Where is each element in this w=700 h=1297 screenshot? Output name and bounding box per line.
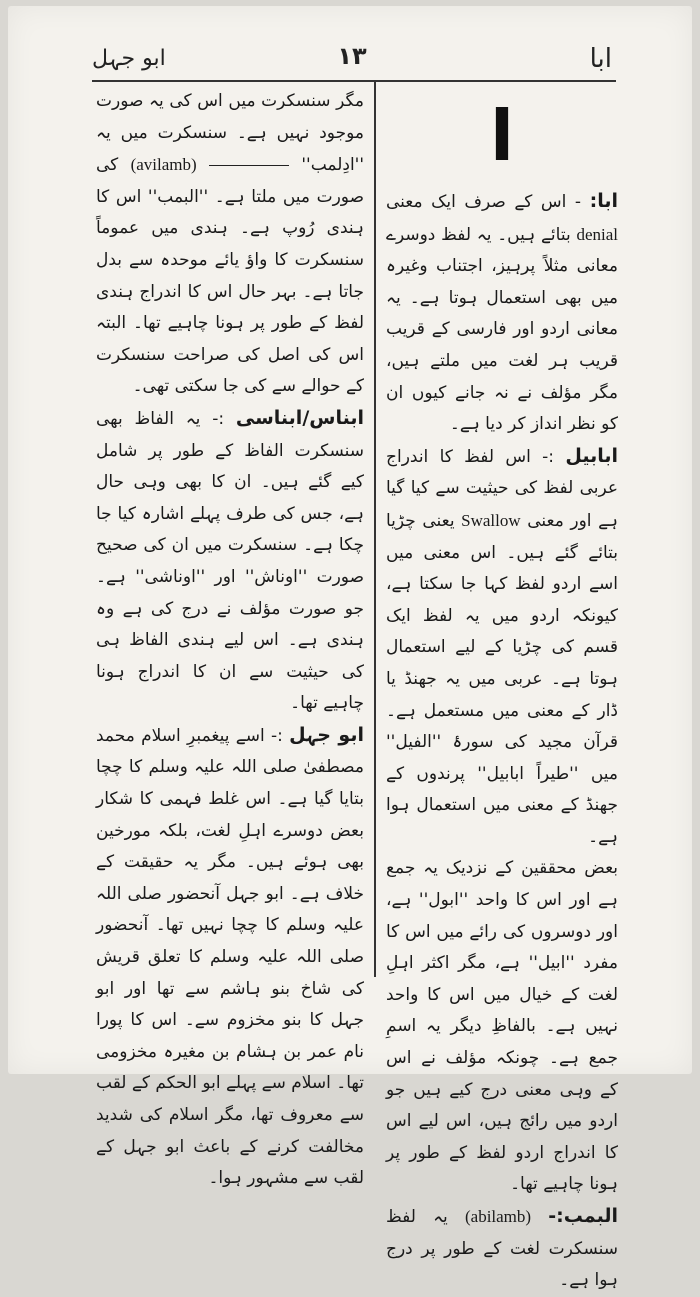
headword: ابا: <box>589 190 618 212</box>
right-column <box>386 86 618 1297</box>
entry-text: :- یہ الفاظ بھی سنسکرت الفاظ کے طور پر شامل کیے گئے ہیں۔ ان کا بھی وہی حال ہے، جس کی طرف پہلے اشارہ کیا جا چکا ہے۔ سنسکرت میں ان کی صحیح صورت ''اوناش'' اور ''اوناشی'' ہے۔ جو صورت مؤلف نے درج کی ہے وہ ہندی ہے۔ اس لیے ہندی الفاظ ہی کی حیثیت سے ان کا اندراج ہونا چاہیے تھا۔ <box>96 408 364 714</box>
headword: ابناس/ابناسی <box>235 406 365 429</box>
entry-text: مگر سنسکرت میں اس کی یہ صورت موجود نہیں ہے۔ سنسکرت میں یہ ''ادِلمب'' <box>96 91 365 176</box>
column-divider <box>374 82 376 977</box>
entry-text: بتائے ہیں۔ یہ لفظ دوسرے معانی مثلاً پرہیز، اجتناب وغیرہ میں بھی استعمال ہوتا ہے۔ یہ معانی اردو اور فارسی کے قریب قریب ہر لغت میں ملتے ہیں، مگر مؤلف نے نہ جانے کیوں ان کو نظر انداز کر دیا ہے۔ <box>386 224 618 435</box>
dash-rule <box>209 165 289 166</box>
running-head-right: ابا <box>589 44 612 74</box>
entry-text: - اس کے صرف ایک معنی <box>386 192 582 212</box>
entry-text: یہ لفظ سنسکرت لغت کے طور پر درج ہوا ہے۔ <box>386 1207 618 1291</box>
entry-abujahl <box>96 720 364 1195</box>
entry-text: یعنی چڑیا بتائے گئے ہیں۔ اس معنی میں اسے اردو لفظ کہا جا سکتا ہے، کیونکہ اردو میں یہ لفظ ایک قسم کی چڑیا کے لیے استعمال ہوتا ہے۔ عربی میں یہ جھنڈ یا ڈار کے معنی میں مستعمل ہے۔ قرآن مجید کی سورۂ ''الفیل'' میں ''طیراً ابابیل'' پرندوں کے جھنڈ کے معنی میں استعمال ہوا ہے۔ <box>386 510 618 847</box>
entry-aba <box>386 186 618 441</box>
headword: ابو جہل <box>289 723 364 746</box>
latin-term: Swallow <box>461 510 521 530</box>
section-letter: ا <box>490 95 514 177</box>
entry-alamb-continued <box>96 86 364 403</box>
entry-alamb <box>386 1201 618 1297</box>
headword: ابابیل <box>565 444 618 467</box>
entry-text: :- اس لفظ کا اندراج عربی لفظ کی حیثیت سے کیا گیا ہے اور معنی <box>386 446 619 531</box>
entry-text: :- اسے پیغمبرِ اسلام محمد مصطفیٰ صلی اللہ علیہ وسلم کا چچا بتایا گیا ہے۔ اس غلط فہمی کا شکار بعض دوسرے اہلِ لغت، بلکہ مورخین بھی ہوئے ہیں۔ مگر یہ حقیقت کے خلاف ہے۔ ابو جہل آنحضور صلی اللہ علیہ وسلم کا چچا نہیں تھا۔ آنحضور صلی اللہ علیہ وسلم کا تعلق قریش کی شاخ بنو ہاشم سے تھا اور ابو جہل کا بنو مخزوم سے۔ اس کا پورا نام عمر بن ہشام بن مغیرہ مخزومی تھا۔ اسلام سے پہلے ابو الحکم کے لقب سے معروف تھا، مگر اسلام کی شدید مخالفت کرنے کے باعث ابو جہل کے لقب سے مشہور ہوا۔ <box>96 725 364 1189</box>
page-number: ۱۳ <box>337 42 367 70</box>
running-head-left: ابو جہل <box>92 46 166 71</box>
entry-abnas <box>96 403 364 720</box>
latin-term: (abilamb) <box>464 1207 532 1226</box>
latin-term: (avilamb) <box>130 155 197 175</box>
entry-ababeel-note: بعض محققین کے نزدیک یہ جمع ہے اور اس کا واحد ''ابول'' ہے، اور دوسروں کی رائے میں اس کا مفرد ''ابیل'' ہے، مگر اکثر اہلِ لغت کے خیال میں اس کا واحد نہیں ہے۔ بالفاظِ دیگر یہ اسمِ جمع ہے۔ چونکہ مؤلف نے اس کے وہی معنی درج کیے ہیں جو اردو میں رائج ہیں، اس لیے اس کا اندراج اردو لفظ کے طور پر ہونا چاہیے تھا۔ <box>386 858 618 1195</box>
latin-term: denial <box>576 224 618 244</box>
entry-text: کی صورت میں ملتا ہے۔ ''البمب'' اس کا ہندی رُوپ ہے۔ ہندی میں عموماً سنسکرت کا واؤ یائے موحدہ سے بدل جاتا ہے۔ بہر حال اس کا اندراج ہندی لفظ کے طور پر ہونا چاہیے تھا۔ البتہ اس کی اصل کی صراحت سنسکرت کے حوالے سے کی جا سکتی تھی۔ <box>96 155 364 397</box>
left-column <box>96 86 364 1195</box>
page-header <box>92 40 612 80</box>
headword: البمب:- <box>548 1205 619 1227</box>
header-rule <box>92 80 616 82</box>
entry-ababeel <box>386 441 618 854</box>
